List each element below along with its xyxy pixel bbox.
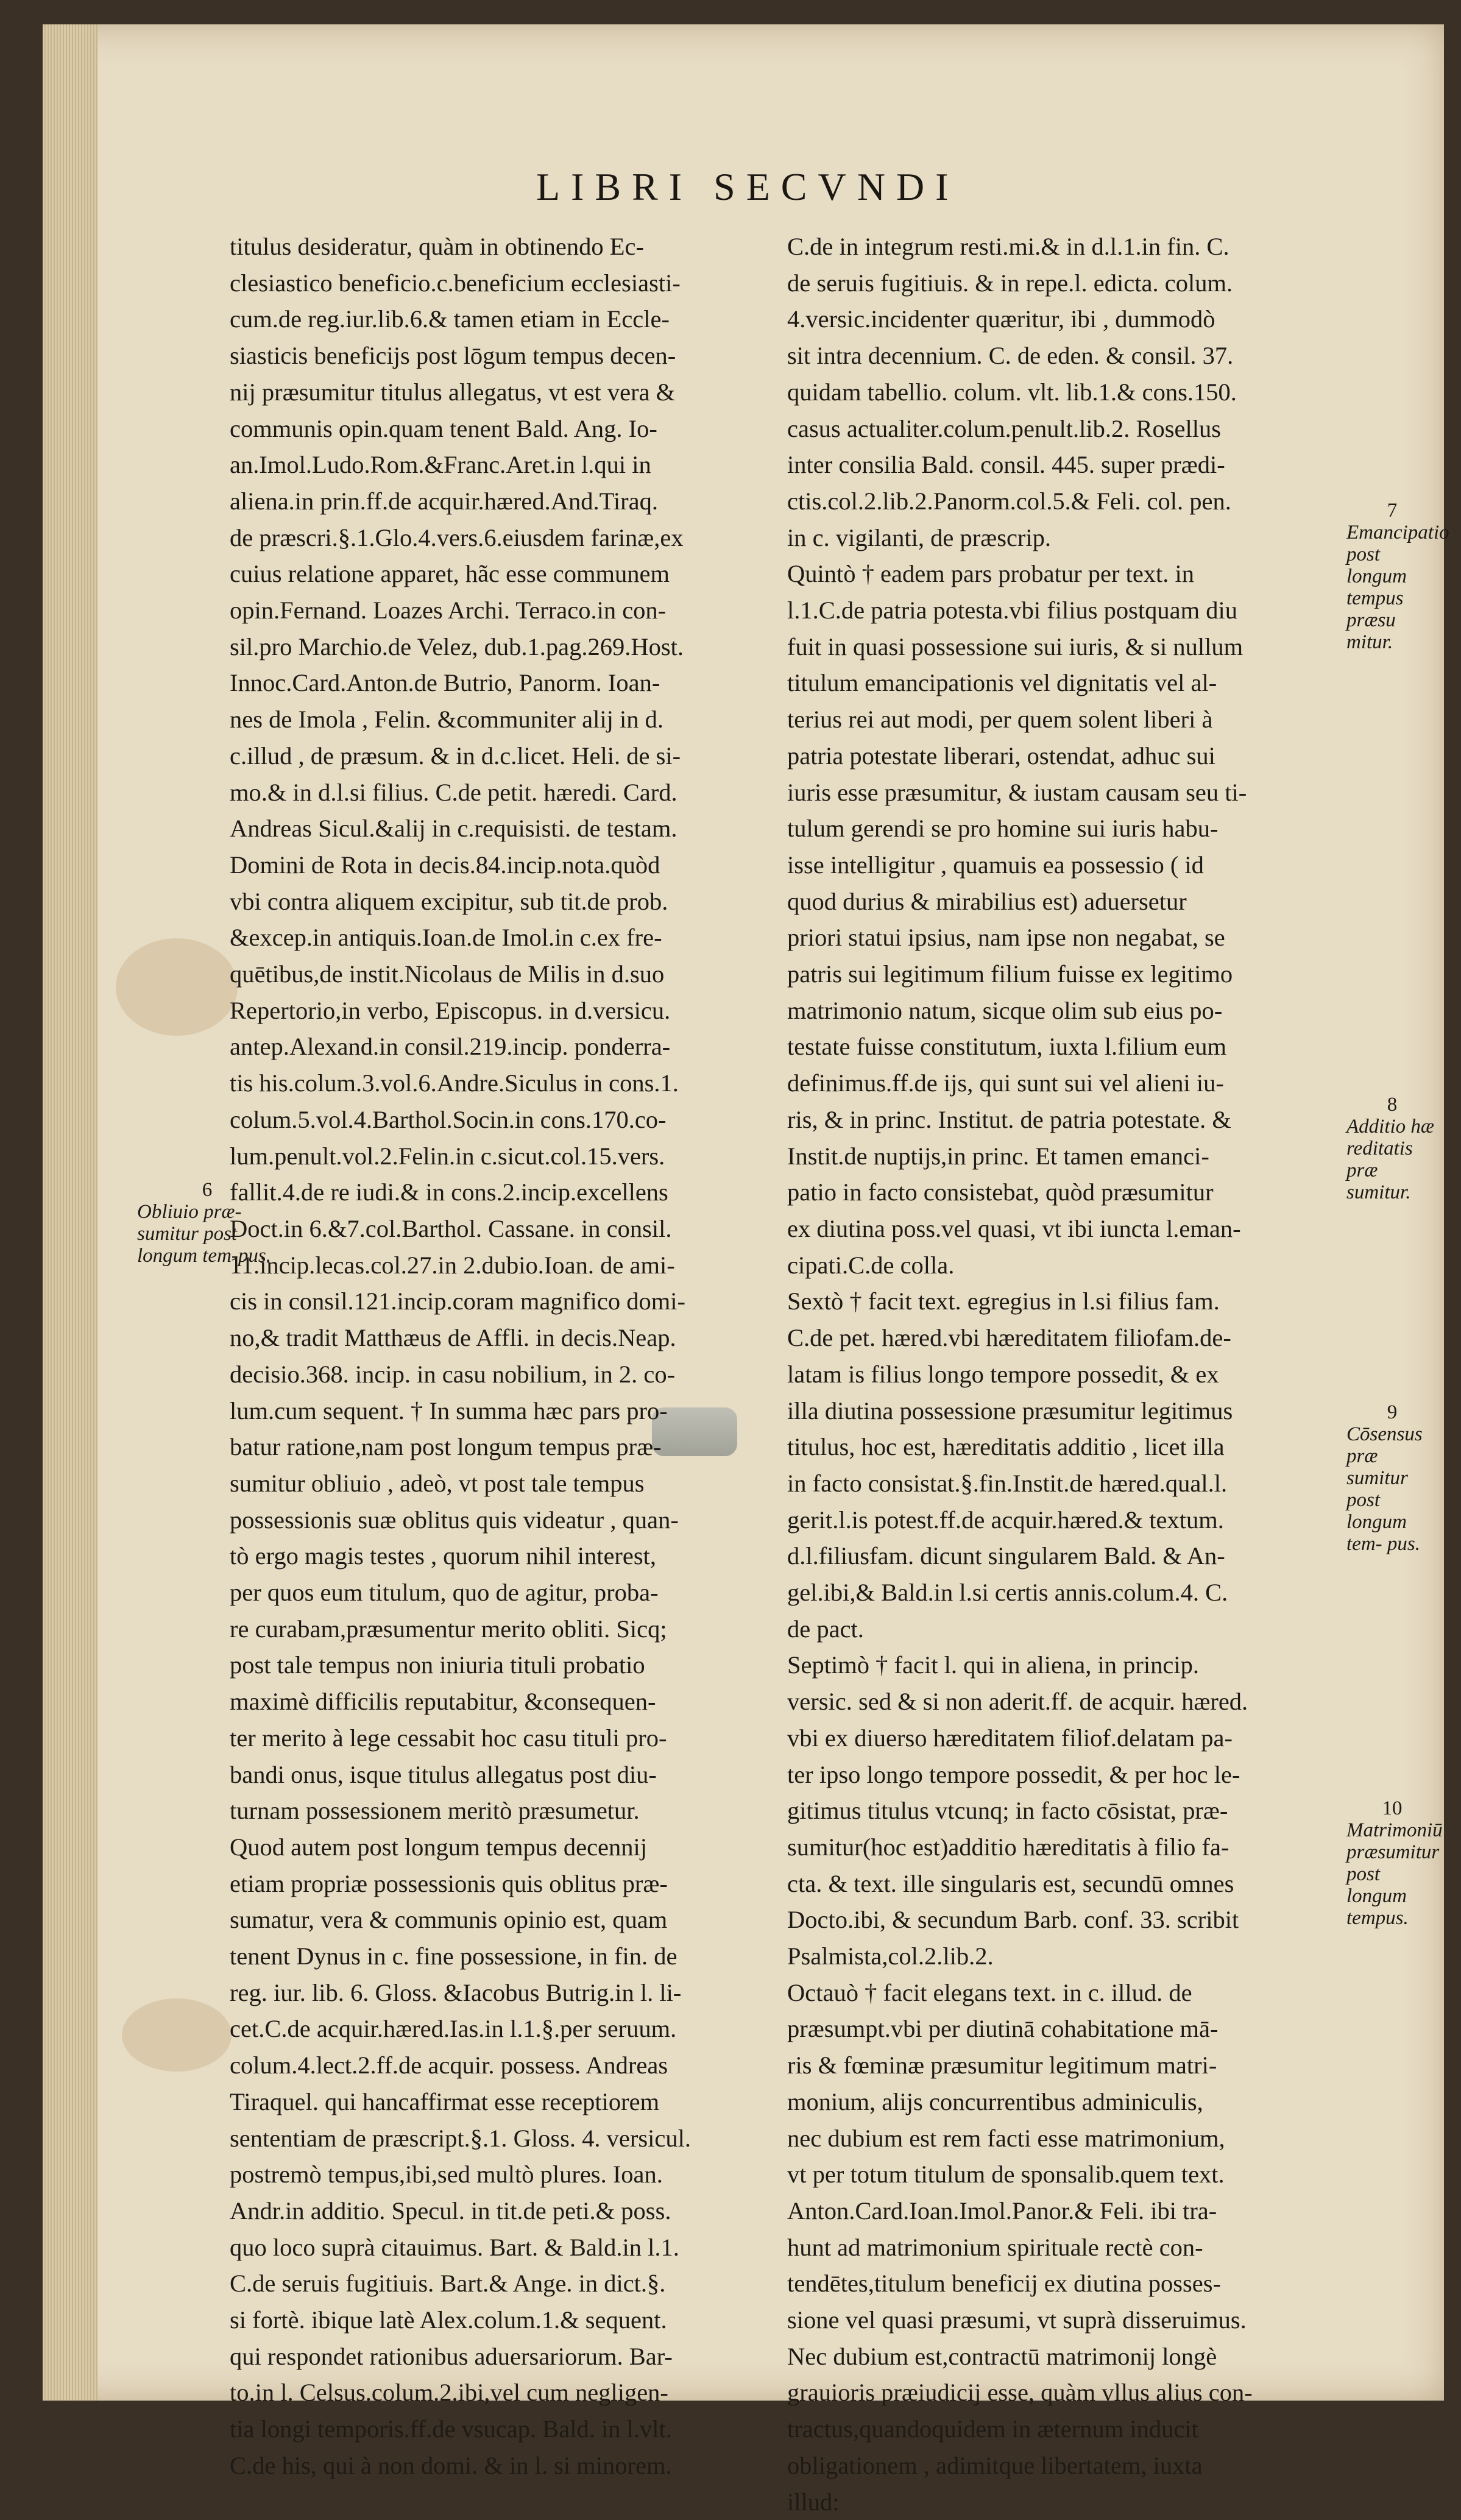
text-line: turnam possessionem meritò præsumetur. [230, 1797, 640, 1825]
text-line: quo loco suprà citauimus. Bart. & Bald.in l.1. [230, 2233, 679, 2261]
text-line: siasticis beneficijs post lōgum tempus decen- [230, 342, 676, 370]
text-line: titulus desideratur, quàm in obtinendo Ec- [230, 233, 644, 260]
text-line: mo.& in d.l.si filius. C.de petit. hæredi. Card. [230, 778, 677, 806]
text-line: l.1.C.de patria potesta.vbi filius postquam diu [787, 596, 1238, 625]
text-line: in facto consistat.§.fin.Instit.de hæred.qual.l. [787, 1469, 1228, 1497]
text-line: patria potestate liberari, ostendat, adhuc sui [787, 741, 1215, 770]
text-line: batur ratione,nam post longum tempus præ- [230, 1433, 662, 1461]
text-line: tia longi temporis.ff.de vsucap. Bald. in l.vlt. [230, 2415, 672, 2443]
marginal-note-number: 8 [1387, 1094, 1398, 1116]
marginal-note-text: Cōsensus præ sumitur post longum tem- pus. [1346, 1423, 1423, 1555]
text-line: to.in l. Celsus.colum.2.ibi,vel cum negligen- [230, 2379, 668, 2407]
text-line: &excep.in antiquis.Ioan.de Imol.in c.ex fre- [230, 924, 662, 952]
text-line: colum.4.lect.2.ff.de acquir. possess. Andreas [230, 2051, 668, 2079]
text-line: sententiam de præscript.§.1. Gloss. 4. versicul. [230, 2124, 692, 2152]
text-line: cis in consil.121.incip.coram magnifico domi- [230, 1287, 685, 1315]
text-line: tò ergo magis testes , quorum nihil interest, [230, 1542, 657, 1570]
text-line: patris sui legitimum filium fuisse ex legitimo [787, 960, 1233, 988]
text-line: re curabam,præsumentur merito obliti. Sicq; [230, 1615, 667, 1643]
marginal-note-number: 10 [1382, 1797, 1403, 1819]
text-line: de præscri.§.1.Glo.4.vers.6.eiusdem farinæ,ex [230, 523, 684, 551]
text-line: cum.de reg.iur.lib.6.& tamen etiam in Eccle- [230, 305, 670, 333]
text-line: quidam tabellio. colum. vlt. lib.1.& cons.150. [787, 378, 1237, 406]
text-line: decisio.368. incip. in casu nobilium, in 2. co- [230, 1360, 676, 1388]
text-line: præsumpt.vbi per diutinā cohabitatione mā- [787, 2015, 1219, 2043]
marginal-note-number: 7 [1387, 500, 1398, 522]
text-line: tractus,quandoquidem in æternum inducit [787, 2415, 1198, 2443]
text-line: tendētes,titulum beneficij ex diutina posses- [787, 2270, 1221, 2298]
text-line: priori statui ipsius, nam ipse non negabat, se [787, 924, 1225, 952]
marginal-note-text: Obliuio præ-sumitur post longum tem-pus. [137, 1201, 271, 1267]
text-line: definimus.ff.de ijs, qui sunt sui vel alieni iu- [787, 1069, 1224, 1097]
marginal-note-text: Additio hæ reditatis præ sumitur. [1346, 1116, 1434, 1203]
text-line: aliena.in prin.ff.de acquir.hæred.And.Tiraq. [230, 487, 658, 515]
text-line: Quod autem post longum tempus decennij [230, 1833, 648, 1861]
text-line: cipati.C.de colla. [787, 1251, 955, 1279]
text-line: etiam propriæ possessionis quis oblitus præ- [230, 1869, 668, 1897]
text-line: cuius relatione apparet, hãc esse communem [230, 560, 670, 588]
page-edge [43, 24, 97, 2401]
text-line: latam is filius longo tempore possedit, & ex [787, 1360, 1219, 1388]
text-line: maximè difficilis reputabitur, &consequen- [230, 1688, 656, 1716]
text-line: ex diutina poss.vel quasi, vt ibi iuncta l.eman- [787, 1214, 1241, 1242]
text-line: C.de pet. hæred.vbi hæreditatem filiofam.de- [787, 1324, 1231, 1352]
paper-stain [116, 938, 238, 1036]
text-line: 4.versic.incidenter quæritur, ibi , dummodò [787, 305, 1215, 333]
text-line: gitimus titulus vtcunq; in facto cōsistat, præ- [787, 1797, 1228, 1825]
left-text-column [230, 228, 760, 2484]
text-line: Andreas Sicul.&alij in c.requisisti. de testam. [230, 815, 677, 843]
text-line: Septimò † facit l. qui in aliena, in princip. [787, 1651, 1199, 1679]
text-line: de seruis fugitiuis. & in repe.l. edicta. colum. [787, 269, 1233, 297]
text-line: matrimonio natum, sicque olim sub eius po- [787, 996, 1223, 1024]
marginal-note-6 [137, 1179, 277, 1267]
text-line: per quos eum titulum, quo de agitur, proba- [230, 1579, 659, 1607]
text-line: vbi contra aliquem excipitur, sub tit.de prob. [230, 887, 668, 915]
text-line: grauioris præiudicij esse, quàm vllus alius con- [787, 2379, 1253, 2407]
text-line: quod durius & mirabilius est) aduersetur [787, 887, 1187, 915]
text-line: bandi onus, isque titulus allegatus post diu- [230, 1760, 657, 1788]
marginal-note-text: Emancipatio post longum tempus præsu mitur. [1346, 522, 1449, 653]
text-line: cet.C.de acquir.hæred.Ias.in l.1.§.per seruum. [230, 2015, 677, 2043]
text-line: hunt ad matrimonium spirituale rectè con- [787, 2233, 1203, 2261]
text-line: titulus, hoc est, hæreditatis additio , licet illa [787, 1433, 1225, 1461]
text-line: sil.pro Marchio.de Velez, dub.1.pag.269.Host. [230, 632, 684, 660]
text-line: Anton.Card.Ioan.Imol.Panor.& Feli. ibi tra- [787, 2196, 1217, 2224]
text-line: ter ipso longo tempore possedit, & per hoc le- [787, 1760, 1240, 1788]
text-line: titulum emancipationis vel dignitatis vel al- [787, 669, 1217, 697]
text-line: nes de Imola , Felin. &communiter alij in d. [230, 706, 663, 734]
text-line: an.Imol.Ludo.Rom.&Franc.Aret.in l.qui in [230, 451, 651, 479]
text-line: Doct.in 6.&7.col.Barthol. Cassane. in consil. [230, 1214, 672, 1242]
text-line: 11.incip.lecas.col.27.in 2.dubio.Ioan. de ami- [230, 1251, 675, 1279]
text-line: gerit.l.is potest.ff.de acquir.hæred.& textum. [787, 1506, 1224, 1534]
running-header: LIBRI SECVNDI [536, 165, 960, 208]
text-line: testate fuisse constitutum, iuxta l.filium eum [787, 1033, 1227, 1061]
text-line: opin.Fernand. Loazes Archi. Terraco.in con- [230, 596, 667, 625]
text-line: nec dubium est rem facti esse matrimonium, [787, 2124, 1225, 2152]
text-line: illud: [787, 2488, 840, 2516]
text-line: Tiraquel. qui hancaffirmat esse receptiorem [230, 2087, 660, 2115]
text-line: Sextò † facit text. egregius in l.si filius fam. [787, 1287, 1220, 1315]
text-line: c.illud , de præsum. & in d.c.licet. Heli. de si- [230, 741, 681, 770]
text-line: monium, alijs concurrentibus adminiculis, [787, 2087, 1203, 2115]
text-line: cta. & text. ille singularis est, secundū omnes [787, 1869, 1234, 1897]
text-line: terius rei aut modi, per quem solent liberi à [787, 706, 1213, 734]
text-line: sumitur obliuio , adeò, vt post tale tempus [230, 1469, 645, 1497]
text-line: ter merito à lege cessabit hoc casu tituli pro- [230, 1724, 667, 1752]
text-line: C.de in integrum resti.mi.& in d.l.1.in fin. C. [787, 233, 1229, 260]
paper-stain [122, 1998, 232, 2072]
text-line: Innoc.Card.Anton.de Butrio, Panorm. Ioan- [230, 669, 660, 697]
text-line: Domini de Rota in decis.84.incip.nota.quòd [230, 851, 660, 879]
marginal-note-text: Matrimoniū præsumitur post longum tempus. [1346, 1819, 1443, 1929]
text-line: d.l.filiusfam. dicunt singularem Bald. & An- [787, 1542, 1225, 1570]
text-line: sione vel quasi præsumi, vt suprà disseruimus. [787, 2306, 1247, 2334]
text-line: Quintò † eadem pars probatur per text. in [787, 560, 1195, 588]
text-line: ctis.col.2.lib.2.Panorm.col.5.& Feli. col. pen. [787, 487, 1231, 515]
text-line: clesiastico beneficio.c.beneficium ecclesiasti- [230, 269, 681, 297]
text-line: tulum gerendi se pro homine sui iuris habu- [787, 815, 1219, 843]
text-line: illa diutina possessione præsumitur legitimus [787, 1396, 1233, 1425]
text-line: nij præsumitur titulus allegatus, vt est vera & [230, 378, 676, 406]
text-line: possessionis suæ oblitus quis videatur , quan- [230, 1506, 679, 1534]
text-line: no,& tradit Matthæus de Affli. in decis.Neap. [230, 1324, 676, 1352]
text-line: patio in facto consistebat, quòd præsumitur [787, 1178, 1214, 1206]
text-line: reg. iur. lib. 6. Gloss. &Iacobus Butrig.in l. li- [230, 1978, 682, 2006]
text-line: in c. vigilanti, de præscrip. [787, 523, 1052, 551]
text-line: Docto.ibi, & secundum Barb. conf. 33. scribit [787, 1906, 1239, 1934]
marginal-note-number: 9 [1387, 1401, 1398, 1423]
right-text-column [787, 228, 1323, 2520]
text-line: communis opin.quam tenent Bald. Ang. Io- [230, 414, 657, 442]
text-line: Repertorio,in verbo, Episcopus. in d.versicu. [230, 996, 671, 1024]
text-line: si fortè. ibique latè Alex.colum.1.& sequent. [230, 2306, 667, 2334]
marginal-note-8 [1346, 1094, 1438, 1203]
text-line: sit intra decennium. C. de eden. & consil. 37. [787, 342, 1234, 370]
text-line: isse intelligitur , quamuis ea possessio ( id [787, 851, 1204, 879]
marginal-note-7 [1346, 500, 1449, 653]
marginal-note-9 [1346, 1401, 1438, 1555]
text-line: gel.ibi,& Bald.in l.si certis annis.colum.4. C. [787, 1579, 1228, 1607]
text-line: ris & fœminæ præsumitur legitimum matri- [787, 2051, 1217, 2079]
text-line: tis his.colum.3.vol.6.Andre.Siculus in cons.1. [230, 1069, 679, 1097]
text-line: C.de seruis fugitiuis. Bart.& Ange. in dict.§. [230, 2270, 666, 2298]
text-line: quētibus,de instit.Nicolaus de Milis in d.suo [230, 960, 665, 988]
text-line: obligationem , adimitque libertatem, iuxta [787, 2451, 1203, 2479]
text-line: Andr.in additio. Specul. in tit.de peti.& poss. [230, 2196, 671, 2224]
text-line: fuit in quasi possessione sui iuris, & si nullum [787, 632, 1243, 660]
text-line: sumatur, vera & communis opinio est, quam [230, 1906, 668, 1934]
text-line: inter consilia Bald. consil. 445. super prædi- [787, 451, 1225, 479]
text-line: vt per totum titulum de sponsalib.quem text. [787, 2161, 1225, 2189]
text-line: versic. sed & si non aderit.ff. de acquir. hæred. [787, 1688, 1248, 1716]
text-line: ris, & in princ. Institut. de patria potestate. & [787, 1105, 1231, 1133]
text-line: colum.5.vol.4.Barthol.Socin.in cons.170.co- [230, 1105, 667, 1133]
marginal-note-number: 6 [202, 1179, 213, 1201]
text-line: lum.cum sequent. † In summa hæc pars pro- [230, 1396, 668, 1425]
text-line: vbi ex diuerso hæreditatem filiof.delatam pa- [787, 1724, 1233, 1752]
marginal-note-10 [1346, 1797, 1443, 1929]
text-line: fallit.4.de re iudi.& in cons.2.incip.excellens [230, 1178, 668, 1206]
text-line: tenent Dynus in c. fine possessione, in fin. de [230, 1942, 677, 1970]
text-line: postremò tempus,ibi,sed multò plures. Ioan. [230, 2161, 663, 2189]
text-line: iuris esse præsumitur, & iustam causam seu ti- [787, 778, 1247, 806]
text-line: Instit.de nuptijs,in princ. Et tamen emanci- [787, 1142, 1209, 1170]
text-line: post tale tempus non iniuria tituli probatio [230, 1651, 645, 1679]
text-line: C.de his, qui à non domi. & in l. si minorem. [230, 2451, 672, 2479]
text-line: casus actualiter.colum.penult.lib.2. Rosellus [787, 414, 1221, 442]
text-line: antep.Alexand.in consil.219.incip. ponderra- [230, 1033, 671, 1061]
text-line: sumitur(hoc est)additio hæreditatis à filio fa- [787, 1833, 1229, 1861]
text-line: lum.penult.vol.2.Felin.in c.sicut.col.15.vers. [230, 1142, 665, 1170]
text-line: qui respondet rationibus aduersariorum. Bar- [230, 2342, 673, 2370]
text-line: Psalmista,col.2.lib.2. [787, 1942, 994, 1970]
text-line: de pact. [787, 1615, 864, 1643]
text-line: Octauò † facit elegans text. in c. illud. de [787, 1978, 1192, 2006]
text-line: Nec dubium est,contractū matrimonij longè [787, 2342, 1217, 2370]
